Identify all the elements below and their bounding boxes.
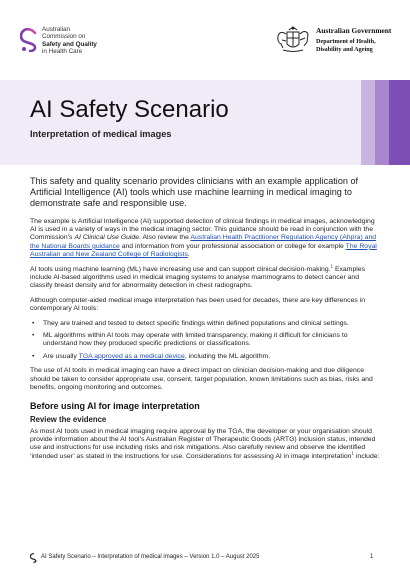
gov-line-1: Australian Government — [316, 26, 392, 35]
clinical-use-guide-title: AI Clinical Use Guide — [74, 234, 140, 242]
bullet-icon: • — [32, 352, 35, 360]
bullet-icon: • — [32, 319, 35, 327]
text-run: . Also review the — [139, 234, 191, 242]
text-run: AI tools using machine learning (ML) have increasing use and can support clinical decision-making. — [30, 265, 331, 273]
text-run: and information from your professional association or college for example — [119, 242, 346, 250]
page-subtitle: Interpretation of medical images — [30, 129, 172, 139]
coat-of-arms-icon — [274, 24, 312, 56]
commission-name — [42, 26, 97, 56]
org-line-2: Commission on — [42, 33, 86, 41]
list-item-text: Are usually — [43, 352, 79, 360]
intro-paragraph: This safety and quality scenario provides clinicians with an example application of Artificial Intelligence (AI) tools which use machine learning in medical imaging to demonstrate safe and responsible use. — [30, 176, 359, 209]
ranzcr-link[interactable]: The Royal Australian and New Zealand College of Radiologists — [30, 242, 377, 259]
footnote-ref: 1 — [351, 450, 354, 456]
paragraph-ml-tools — [30, 263, 382, 291]
paragraph-differences: Although computer-aided medical image interpretation has been used for decades, there are key differences in contemporary AI tools: — [30, 296, 366, 313]
paragraph-example — [30, 218, 382, 260]
text-run: The example is Artificial Intelligence (AI) supported detection of clinical findings in medical images, acknowledging AI is used in a variety of ways in the medical imaging sector. This guidance should be read in conjunction with the Commission’s — [30, 217, 375, 242]
gov-line-2: Department of Health, — [316, 38, 376, 45]
differences-list — [30, 320, 382, 362]
page-title: AI Safety Scenario — [30, 96, 229, 123]
banner-accent-bar — [389, 80, 410, 165]
list-item-text: ML algorithms within AI tools may operate with limited transparency, making it difficult for clinicians to understand how they produced specific predictions or classifications. — [43, 332, 348, 348]
list-item — [30, 332, 382, 349]
text-run: . — [187, 251, 190, 259]
text-run: include: — [353, 452, 380, 460]
list-item-text: They are trained and tested to detect specific findings within defined populations and clinical settings. — [43, 319, 349, 327]
commission-logo-icon — [20, 28, 38, 52]
tga-approval-link[interactable]: TGA approved as a medical device — [78, 352, 185, 360]
subsection-heading: Review the evidence — [30, 414, 107, 424]
banner-accent-bar — [361, 80, 375, 165]
paragraph-evidence — [30, 428, 382, 462]
footer-text: AI Safety Scenario – Interpretation of medical images – Version 1.0 – August 2025 — [41, 554, 260, 560]
list-item-text: , including the ML algorithm. — [184, 352, 271, 360]
list-item — [30, 320, 382, 328]
text-run: As most AI tools used in medical imaging require approval by the TGA, the developer or your organisation should provide information about the AI tool’s Australian Register of Therapeutic Goods (ARTG) inclusion status, intended use and instructions for use including risks and risk mitigations. Also carefully review and observe the identified ‘intended user’ as stated in the instructions for use. Considerations for assessing AI in image interpretation — [30, 427, 376, 460]
government-name — [316, 27, 391, 54]
gov-line-3: Disability and Ageing — [316, 46, 373, 53]
bullet-icon: • — [32, 332, 35, 340]
commission-footer-icon — [30, 553, 37, 563]
list-item — [30, 353, 382, 361]
text-run: Examples include AI-based algorithms used in medical imaging systems to analyse mammograms to detect cancer and classify breast density and for abnormality detection in chest radiographs. — [30, 265, 365, 290]
document-body — [30, 176, 382, 467]
org-line-4: in Health Care — [42, 48, 83, 56]
org-line-1: Australian — [42, 26, 71, 33]
paragraph-impact: The use of AI tools in medical imaging can have a direct impact on clinician decision-making and due diligence should be taken to consider appropriate use, consent, target population, known limitations such as bias, risks and benefits, ongoing monitoring and outcomes. — [30, 367, 373, 392]
section-heading: Before using AI for image interpretation — [30, 400, 200, 411]
org-line-3: Safety and Quality — [42, 40, 97, 48]
footnote-ref: 1 — [330, 263, 334, 269]
banner-accent-bar — [375, 80, 389, 165]
page-number: 1 — [370, 554, 374, 560]
ahpra-guidance-link[interactable]: Australian Health Practitioner Regulation Agency (Ahpra) and the National Boards guidance — [30, 234, 377, 250]
